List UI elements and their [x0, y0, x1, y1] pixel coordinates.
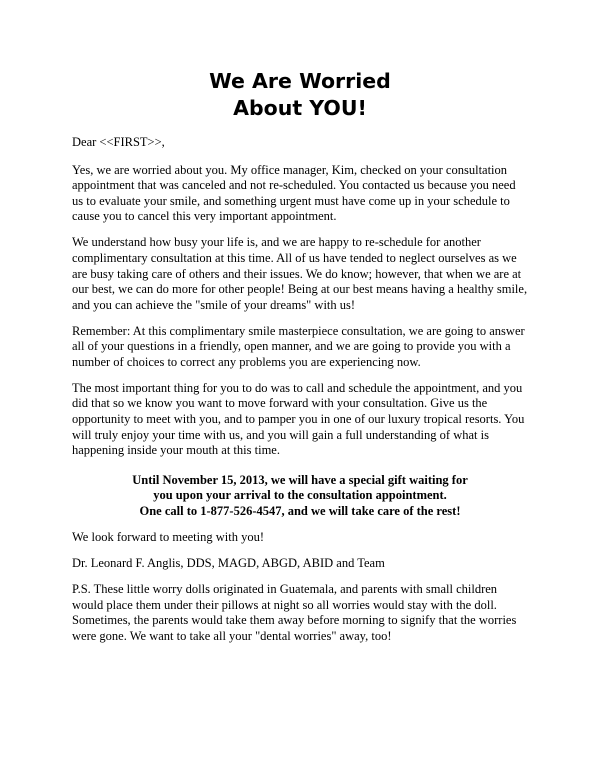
special-offer [72, 473, 528, 520]
closing: We look forward to meeting with you! [72, 530, 265, 545]
special-offer-line-2: you upon your arrival to the consultation appointment. [153, 488, 447, 503]
letter-body [72, 135, 528, 644]
paragraph-1: Yes, we are worried about you. My office manager, Kim, checked on your consultation appointment that was canceled and not re-scheduled. You contacted us because you need us to evaluate your smile, and something urgent must have come up in your schedule to cause you to cancel this very important appointment. [72, 162, 516, 224]
paragraph-2: We understand how busy your life is, and we are happy to re-schedule for another complimentary consultation at this time. All of us have tended to neglect ourselves as we are busy taking care of others and their issues. We do know; however, that when we are at our best, we can do more for other people! Being at our best means having a healthy smile, and you can achieve the "smile of your dreams" with us! [72, 235, 528, 312]
paragraph-4: The most important thing for you to do was to call and schedule the appointment, and you did that so we know you want to move forward with your consultation. Give us the opportunity to meet with you, and to pamper you in one of our luxury tropical resorts. You will truly enjoy your time with us, and you will gain a full understanding of what is happening inside your mouth at this time. [72, 380, 525, 458]
title-line-2: About YOU! [233, 96, 367, 120]
special-offer-line-3: One call to 1-877-526-4547, and we will take care of the rest! [139, 504, 461, 519]
salutation: Dear <<FIRST>>, [72, 135, 165, 149]
letter-title [72, 68, 528, 122]
signature: Dr. Leonard F. Anglis, DDS, MAGD, ABGD, ABID and Team [72, 556, 385, 571]
paragraph-3: Remember: At this complimentary smile masterpiece consultation, we are going to answer all of your questions in a friendly, open manner, and we are going to provide you with a number of choices to correct any problems you are experiencing now. [72, 323, 525, 369]
title-line-1: We Are Worried [209, 69, 391, 93]
postscript: P.S. These little worry dolls originated in Guatemala, and parents with small children would place them under their pillows at night so all worries would stay with the doll. Sometimes, the parents would take them away before morning to signify that the worries were gone. We want to take all your "dental worries" away, too! [72, 582, 517, 643]
special-offer-line-1: Until November 15, 2013, we will have a special gift waiting for [132, 472, 468, 487]
